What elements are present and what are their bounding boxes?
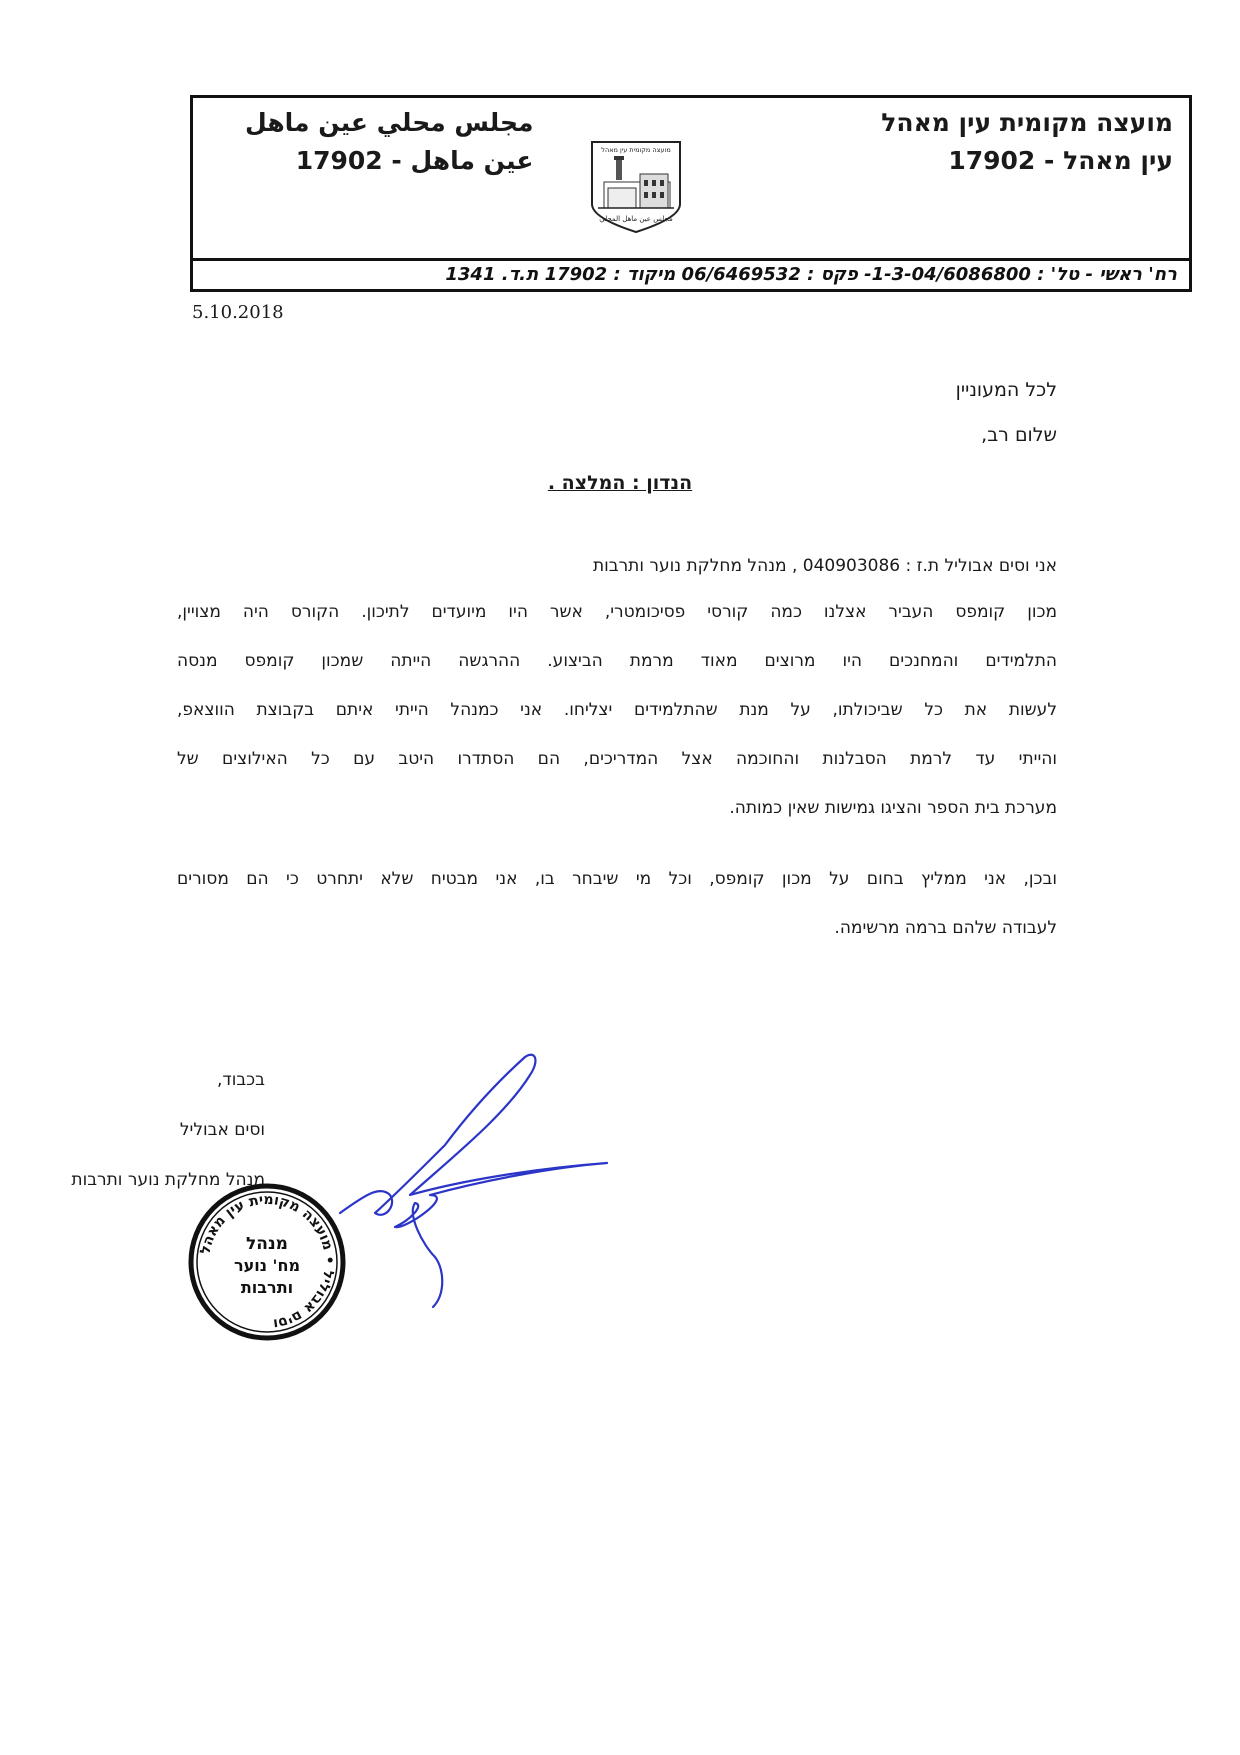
svg-text:וסים אבוליל • מועצה מקומית עין: וסים אבוליל • מועצה מקומית עין מאהל [197, 1191, 338, 1332]
paragraph-line: מערכת בית הספר והציגו גמישות שאין כמותה. [729, 798, 1057, 818]
greeting-recipient: לכל המעוניין [955, 379, 1057, 401]
paragraph-line: לעבודה שלהם ברמה מרשימה. [834, 918, 1057, 938]
body-paragraph-2 [177, 855, 1057, 953]
council-name-hebrew: מועצה מקומית עין מאהל [881, 108, 1173, 137]
paragraph-line: ובכן, אני ממליץ בחום על מכון קומפס, וכל מי שיבחר בו, אני מבטיח שלא יתחרט כי הם מסורים [177, 869, 1057, 889]
letter-date: 5.10.2018 [192, 302, 284, 323]
closing-regards: בכבוד, [217, 1070, 265, 1090]
svg-text:מועצה מקומית עין מאהל: מועצה מקומית עין מאהל [601, 146, 671, 154]
letterhead-hebrew [881, 104, 1173, 180]
svg-text:مجلس عين ماهل المحلي: مجلس عين ماهل المحلي [599, 215, 673, 223]
letterhead-divider [193, 258, 1189, 261]
svg-text:מנהל: מנהל [246, 1234, 288, 1254]
official-stamp [186, 1181, 348, 1343]
paragraph-line: לעשות את כל שביכולתו, על מנת שהתלמידים יצליחו. אני כמנהל הייתי איתם בקבוצת הווצאפ, [177, 700, 1057, 720]
letterhead [190, 95, 1192, 292]
signer-title: מנהל מחלקת נוער ותרבות [71, 1170, 265, 1190]
svg-text:ותרבות: ותרבות [240, 1278, 294, 1297]
body-paragraph-1 [177, 588, 1057, 833]
greeting-salutation: שלום רב, [981, 424, 1057, 446]
paragraph-line: התלמידים והמחנכים היו מרוצים מאוד מרמת הביצוע. ההרגשה הייתה שמכון קומפס מנסה [177, 651, 1057, 671]
handwritten-signature [335, 1045, 620, 1310]
council-address-arabic: عين ماهل - 17902 [295, 146, 534, 175]
subject-line: הנדון : המלצה . [547, 472, 693, 494]
council-address-hebrew: עין מאהל - 17902 [948, 146, 1173, 175]
council-logo [588, 138, 684, 236]
intro-line: אני וסים אבוליל ת.ז : 040903086 , מנהל מחלקת נוער ותרבות [592, 556, 1057, 576]
svg-text:מח' נוער: מח' נוער [233, 1256, 301, 1275]
paragraph-line: מכון קומפס העביר אצלנו כמה קורסי פסיכומטרי, אשר היו מיועדים לתיכון. הקורס היה מצויין, [177, 602, 1057, 622]
signer-name: וסים אבוליל [179, 1120, 265, 1140]
council-name-arabic: مجلس محلي عين ماهل [245, 108, 534, 137]
contact-line: רח' ראשי - טל' : 1-3-04/6086800- פקס : 06/6469532 מיקוד : 17902 ת.ד. 1341 [445, 264, 1177, 285]
letterhead-arabic [245, 104, 533, 180]
paragraph-line: והייתי עד לרמת הסבלנות והחוכמה אצל המדריכים, הם הסתדרו היטב עם כל האילוצים של [177, 749, 1057, 769]
